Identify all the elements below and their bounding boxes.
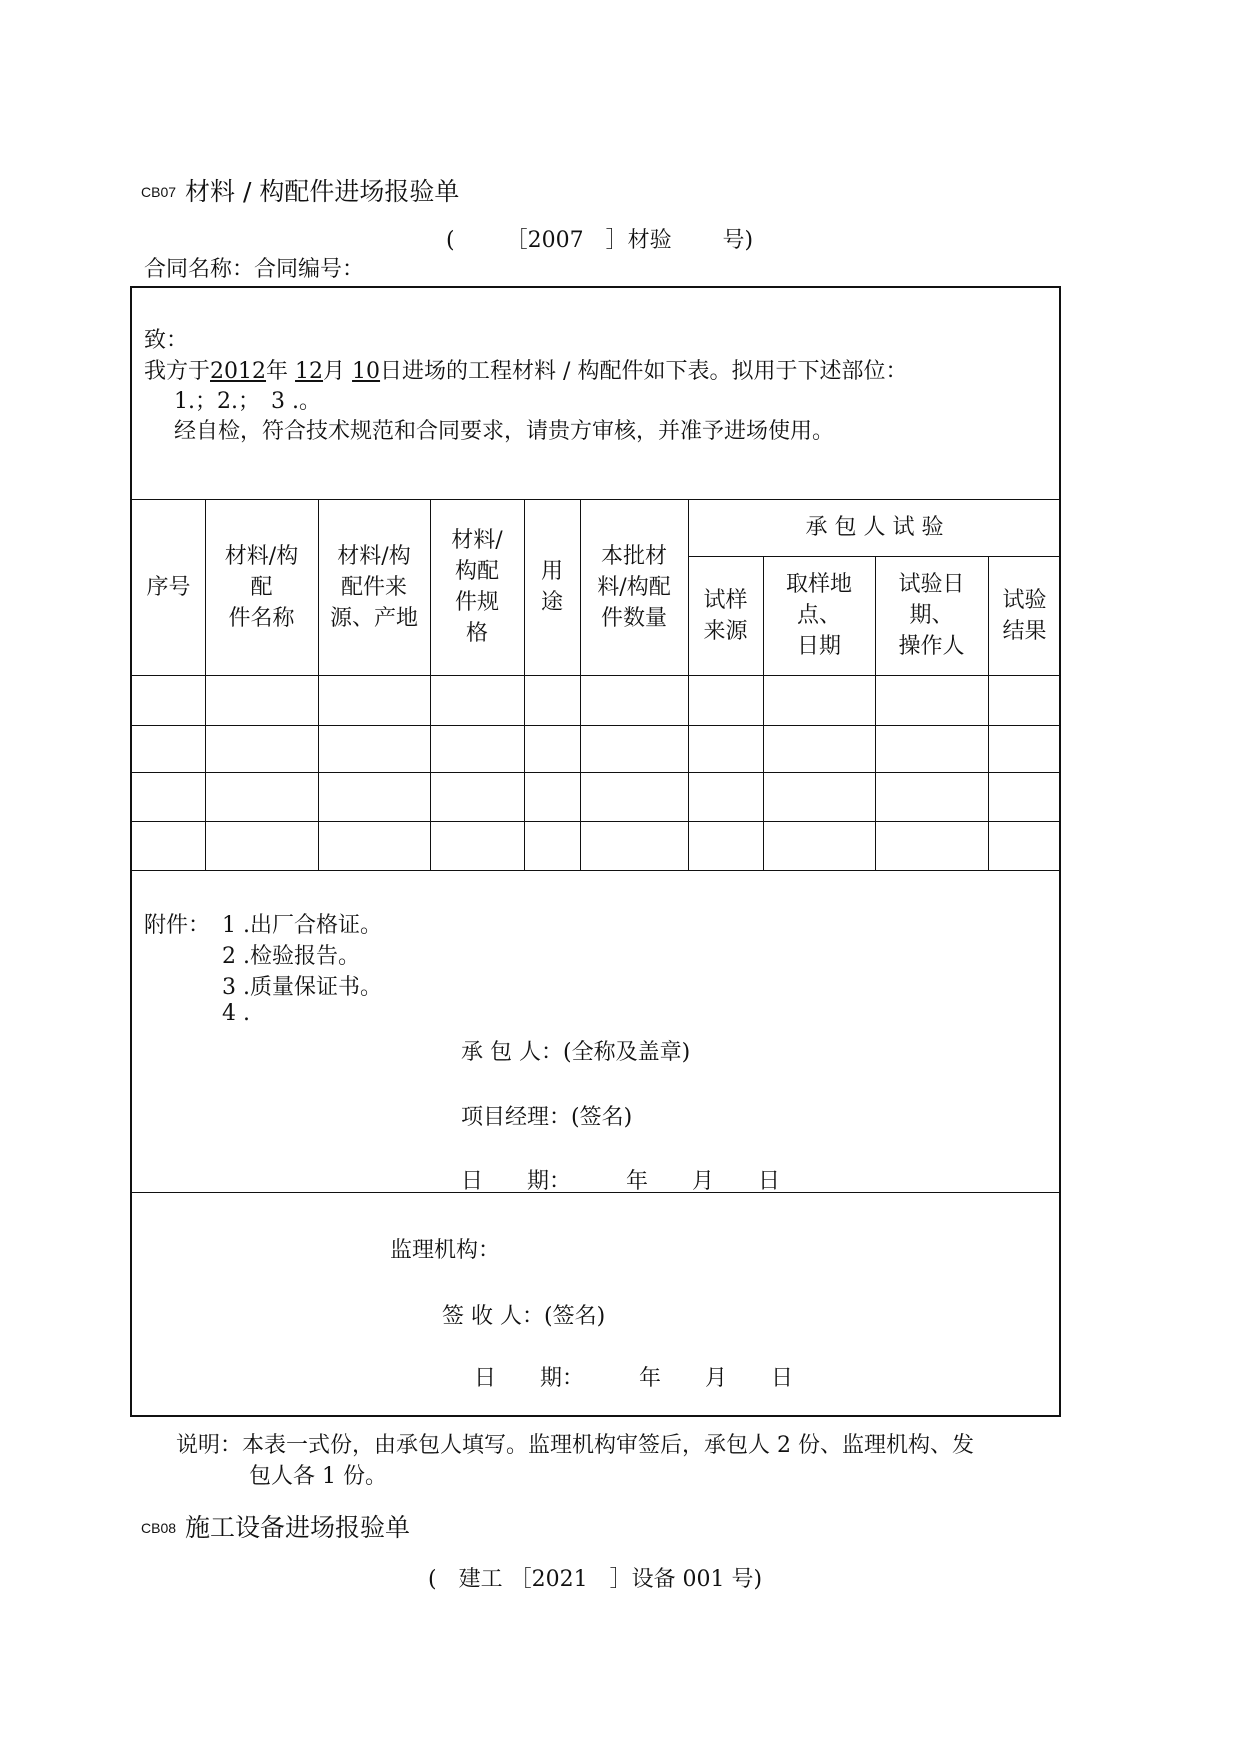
header-sample-source: 试样 来源 <box>703 587 748 644</box>
attachments-label: 附件： <box>144 913 211 938</box>
year-suffix: 年 <box>266 359 289 384</box>
form-title: 材料 / 构配件进场报验单 <box>185 177 460 206</box>
form-code: CB07 <box>141 184 177 200</box>
note-line: 包人各 1 份。 <box>249 1464 387 1489</box>
form-title: 施工设备进场报验单 <box>185 1513 411 1542</box>
contract-line: 合同名称：合同编号： <box>144 257 365 282</box>
table-row[interactable] <box>132 821 1061 870</box>
entry-day: 10 <box>352 359 381 384</box>
attachment-item: 1 .出厂合格证。 <box>222 913 382 938</box>
supervisor-org: 监理机构： <box>390 1238 501 1263</box>
header-seq: 序号 <box>146 574 191 600</box>
header-test-group: 承 包 人 试 验 <box>805 515 944 540</box>
intro-line <box>144 354 907 385</box>
table-row[interactable] <box>132 725 1061 772</box>
salutation: 致： <box>144 328 189 353</box>
parts-line: 1.；2.； 3 .。 <box>174 389 321 414</box>
attachment-item: 3 .质量保证书。 <box>222 975 382 1000</box>
table-row[interactable] <box>132 675 1061 725</box>
table-bottom-line <box>132 870 1059 871</box>
form-number: ( 建工 ［2021 ］设备 001 号) <box>428 1567 763 1592</box>
project-manager: 项目经理：(签名) <box>461 1105 633 1130</box>
contractor-date: 日 期： 年 月 日 <box>461 1169 781 1194</box>
header-test-result: 试验 结果 <box>1002 587 1047 644</box>
table-row[interactable] <box>132 772 1061 821</box>
form-code: CB08 <box>141 1520 177 1536</box>
header-quantity: 本批材 料/构配 件数量 <box>597 543 671 631</box>
header-test-date: 试验日 期、 操作人 <box>898 572 965 659</box>
contractor-name: 承 包 人：(全称及盖章) <box>461 1040 691 1065</box>
header-material-source: 材料/构 配件来 源、产地 <box>329 543 418 631</box>
header-material-spec: 材料/ 构配 件规 格 <box>451 528 503 646</box>
form-box <box>130 286 1061 1417</box>
receiver: 签 收 人：(签名) <box>442 1304 606 1329</box>
header-material-name: 材料/构 配 件名称 <box>224 543 299 631</box>
attachment-item: 2 .检验报告。 <box>222 944 360 969</box>
header-usage: 用 途 <box>540 559 563 615</box>
intro-prefix: 我方于 <box>144 359 211 384</box>
month-suffix: 月 <box>323 359 346 384</box>
statement: 经自检，符合技术规范和合同要求，请贵方审核，并准予进场使用。 <box>174 419 835 444</box>
day-suffix: 日进场的工程材料 / 构配件如下表。拟用于下述部位： <box>380 359 908 384</box>
entry-year: 2012 <box>210 359 267 384</box>
entry-month: 12 <box>295 359 324 384</box>
supervisor-date: 日 期： 年 月 日 <box>474 1366 794 1391</box>
form-number: ( ［2007 ］材验 号) <box>446 228 754 253</box>
attachment-item: 4 . <box>222 1001 250 1026</box>
header-sampling: 取样地 点、 日期 <box>785 572 852 659</box>
note-line: 说明：本表一式份，由承包人填写。监理机构审签后，承包人 2 份、监理机构、发 <box>176 1433 974 1458</box>
